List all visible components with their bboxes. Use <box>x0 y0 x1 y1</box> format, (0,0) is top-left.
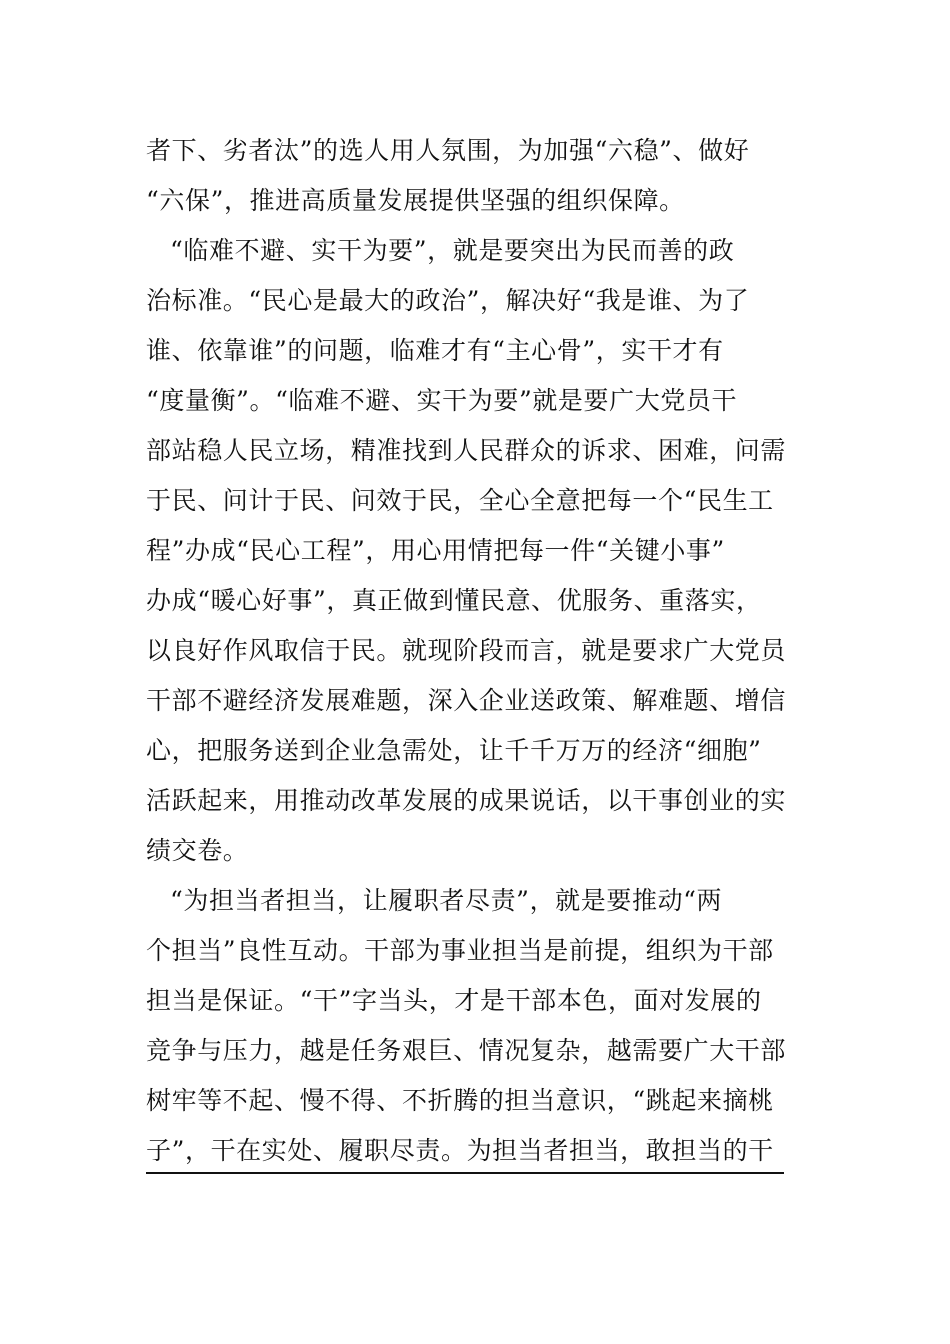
text-line: 个担当”良性互动。干部为事业担当是前提，组织为干部 <box>146 936 774 965</box>
text-line: 于民、问计于民、问效于民，全心全意把每一个“民生工 <box>146 486 774 515</box>
paragraph-start-line: “临难不避、实干为要”，就是要突出为民而善的政 <box>170 236 735 265</box>
text-line: “六保”，推进高质量发展提供坚强的组织保障。 <box>146 186 685 215</box>
text-line: 子”，干在实处、履职尽责。为担当者担当，敢担当的干 <box>146 1136 774 1165</box>
text-line: 者下、劣者汰”的选人用人氛围，为加强“六稳”、做好 <box>146 136 750 165</box>
footer-divider <box>146 1172 784 1174</box>
text-line: 绩交卷。 <box>146 836 249 865</box>
text-line: 心，把服务送到企业急需处，让千千万万的经济“细胞” <box>146 736 762 765</box>
text-line: 活跃起来，用推动改革发展的成果说话，以干事创业的实 <box>146 786 787 815</box>
text-line: 以良好作风取信于民。就现阶段而言，就是要求广大党员 <box>146 636 787 665</box>
text-line: 谁、依靠谁”的问题，临难才有“主心骨”，实干才有 <box>146 336 724 365</box>
text-line: 办成“暖心好事”，真正做到懂民意、优服务、重落实， <box>146 586 762 615</box>
text-line: 治标准。“民心是最大的政治”，解决好“我是谁、为了 <box>146 286 750 315</box>
text-line: 程”办成“民心工程”，用心用情把每一件“关键小事” <box>146 536 725 565</box>
paragraph-start-line: “为担当者担当，让履职者尽责”，就是要推动“两 <box>170 886 723 915</box>
text-line: 干部不避经济发展难题，深入企业送政策、解难题、增信 <box>146 686 787 715</box>
text-line: 竞争与压力，越是任务艰巨、情况复杂，越需要广大干部 <box>146 1036 787 1065</box>
text-line: “度量衡”。“临难不避、实干为要”就是要广大党员干 <box>146 386 738 415</box>
text-line: 担当是保证。“干”字当头，才是干部本色，面对发展的 <box>146 986 762 1015</box>
text-line: 树牢等不起、慢不得、不折腾的担当意识，“跳起来摘桃 <box>146 1086 774 1115</box>
text-line: 部站稳人民立场，精准找到人民群众的诉求、困难，问需 <box>146 436 787 465</box>
